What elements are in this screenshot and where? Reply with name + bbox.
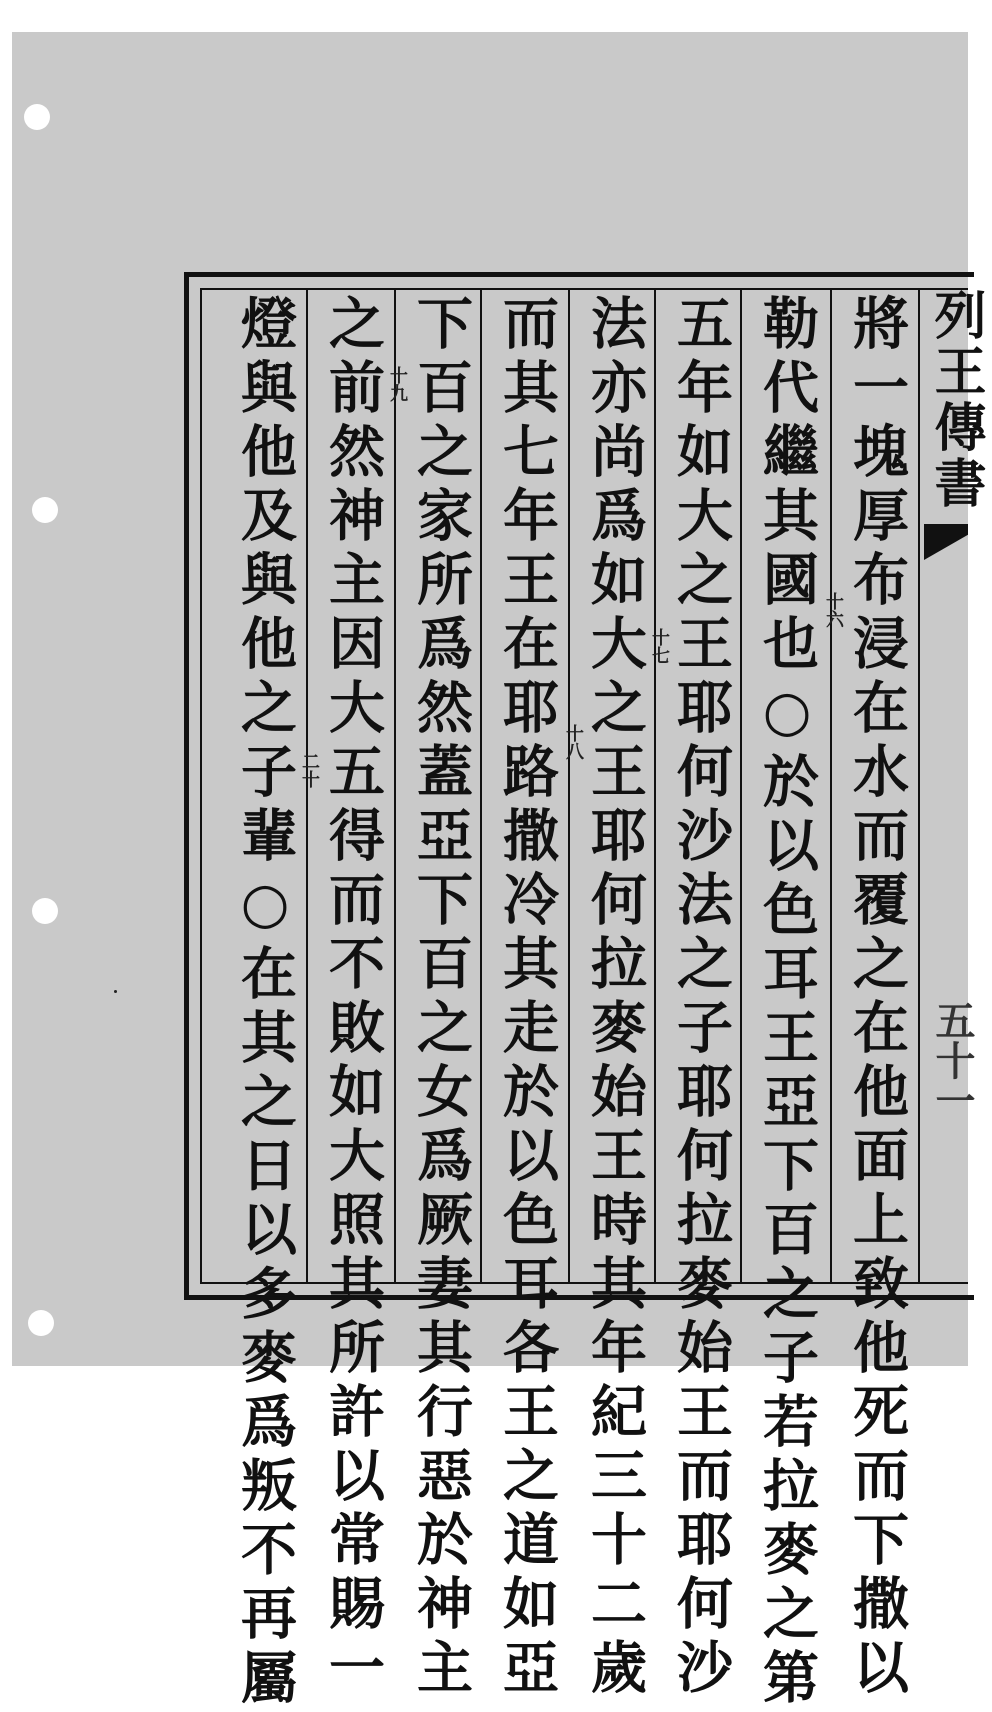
verse-number: 十九	[387, 366, 408, 402]
binding-hole	[24, 104, 50, 130]
column-rule	[394, 288, 396, 1284]
binding-hole	[32, 898, 58, 924]
binding-hole	[32, 497, 58, 523]
text-column	[230, 294, 300, 1712]
text-column	[842, 294, 912, 1702]
text-column	[406, 294, 476, 1702]
verse-number: 十七	[649, 628, 670, 664]
column-text: 下百之家所爲然蓋亞下百之女爲厥妻其行惡於神主	[408, 294, 474, 1702]
column-text: 而其七年王在耶路撒冷其走於以色耳各王之道如亞	[494, 294, 560, 1702]
text-column	[318, 294, 388, 1702]
column-rule	[568, 288, 570, 1284]
text-column	[666, 294, 736, 1702]
page-number: 五十一	[929, 1000, 976, 1120]
column-text: 法亦尚爲如大之王耶何拉麥始王時其年紀三十二歲	[582, 294, 648, 1702]
column-text: 之前然神主因大五得而不敗如大照其所許以常賜一	[320, 294, 386, 1702]
column-rule	[480, 288, 482, 1284]
book-title: 列王傳書	[925, 288, 986, 512]
column-text: 五年如大之王耶何沙法之子耶何拉麥始王而耶何沙	[668, 294, 734, 1702]
column-rule	[654, 288, 656, 1284]
stray-mark	[114, 990, 117, 993]
verse-number: 二十	[299, 752, 320, 788]
running-title	[920, 288, 986, 512]
column-rule	[830, 288, 832, 1284]
binding-hole	[28, 1310, 54, 1336]
verse-number: 十六	[823, 592, 844, 628]
column-text: 勒代繼其國也○於以色耳王亞下百之子若拉麥之第	[754, 294, 820, 1712]
verse-number: 十八	[563, 724, 584, 760]
column-text: 將一塊厚布浸在水而覆之在他面上致他死而下撒以	[844, 294, 910, 1702]
text-column	[580, 294, 650, 1702]
text-column	[752, 294, 822, 1712]
text-column	[492, 294, 562, 1702]
column-text: 燈與他及與他之子輩○在其之日以多麥爲叛不再屬	[232, 294, 298, 1712]
column-rule	[740, 288, 742, 1284]
